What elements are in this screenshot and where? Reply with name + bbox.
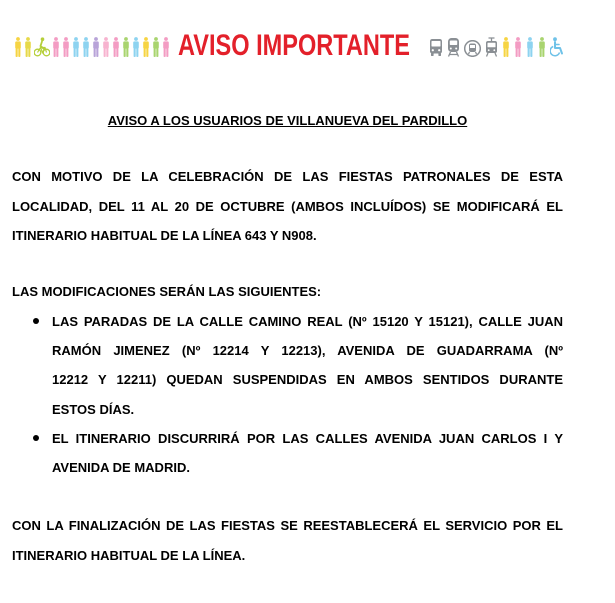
closing-paragraph (12, 511, 563, 570)
pedestrian-icon (82, 37, 90, 57)
bicycle-icon (34, 37, 50, 57)
banner-title: AVISO IMPORTANTE (178, 29, 411, 62)
bullet-icon (33, 435, 39, 441)
pedestrian-icon (526, 37, 534, 57)
list-item-line: ESTOS DÍAS. (52, 401, 135, 417)
list-item (12, 307, 563, 424)
modifications-list (12, 307, 563, 483)
intro-line: LOCALIDAD, DEL 11 AL 20 DE OCTUBRE (AMBOS INCLUÍDOS) SE MODIFICARÁ EL (12, 198, 563, 214)
bus-icon (429, 38, 443, 57)
pedestrian-icon (14, 37, 22, 57)
metro-icon (464, 40, 481, 57)
pedestrian-icon (502, 37, 510, 57)
pedestrian-icon (152, 37, 160, 57)
pedestrian-icon (72, 37, 80, 57)
pedestrian-icon (52, 37, 60, 57)
list-item-line: EL ITINERARIO DISCURRIRÁ POR LAS CALLES AVENIDA JUAN CARLOS I Y (52, 430, 563, 446)
list-item-line: AVENIDA DE MADRID. (52, 460, 190, 476)
list-item-line: 12212 Y 12211) QUEDAN SUSPENDIDAS EN AMBOS SENTIDOS DURANTE (52, 372, 563, 388)
intro-line: CON MOTIVO DE LA CELEBRACIÓN DE LAS FIESTAS PATRONALES DE ESTA (12, 169, 563, 185)
pedestrian-icon (132, 37, 140, 57)
banner (0, 0, 615, 70)
list-item-line: RAMÓN JIMENEZ (Nº 12214 Y 12213), AVENIDA DE GUADARRAMA (Nº (52, 342, 563, 358)
list-item (12, 424, 563, 483)
pedestrian-icon (112, 37, 120, 57)
notice-body (12, 106, 563, 571)
wheelchair-icon (550, 37, 564, 57)
intro-line: ITINERARIO HABITUAL DE LA LÍNEA 643 Y N908. (12, 228, 317, 244)
pedestrian-icon (162, 37, 170, 57)
closing-line: ITINERARIO HABITUAL DE LA LÍNEA. (12, 547, 246, 563)
pedestrian-icon (514, 37, 522, 57)
bullet-icon (33, 318, 39, 324)
tram-icon (485, 37, 498, 57)
closing-line: CON LA FINALIZACIÓN DE LAS FIESTAS SE REESTABLECERÁ EL SERVICIO POR EL (12, 518, 563, 534)
list-item-line: LAS PARADAS DE LA CALLE CAMINO REAL (Nº 15120 Y 15121), CALLE JUAN (52, 313, 563, 329)
banner-icons-right (429, 37, 564, 57)
train-icon (447, 37, 460, 57)
pedestrian-icon (538, 37, 546, 57)
list-intro: LAS MODIFICACIONES SERÁN LAS SIGUIENTES: (12, 284, 322, 300)
pedestrian-icon (142, 37, 150, 57)
pedestrian-icon (92, 37, 100, 57)
intro-paragraph (12, 162, 563, 250)
notice-heading: AVISO A LOS USUARIOS DE VILLANUEVA DEL PARDILLO (107, 112, 468, 128)
pedestrian-icon (24, 37, 32, 57)
pedestrian-icon (122, 37, 130, 57)
banner-icons-left (14, 37, 170, 57)
pedestrian-icon (62, 37, 70, 57)
pedestrian-icon (102, 37, 110, 57)
